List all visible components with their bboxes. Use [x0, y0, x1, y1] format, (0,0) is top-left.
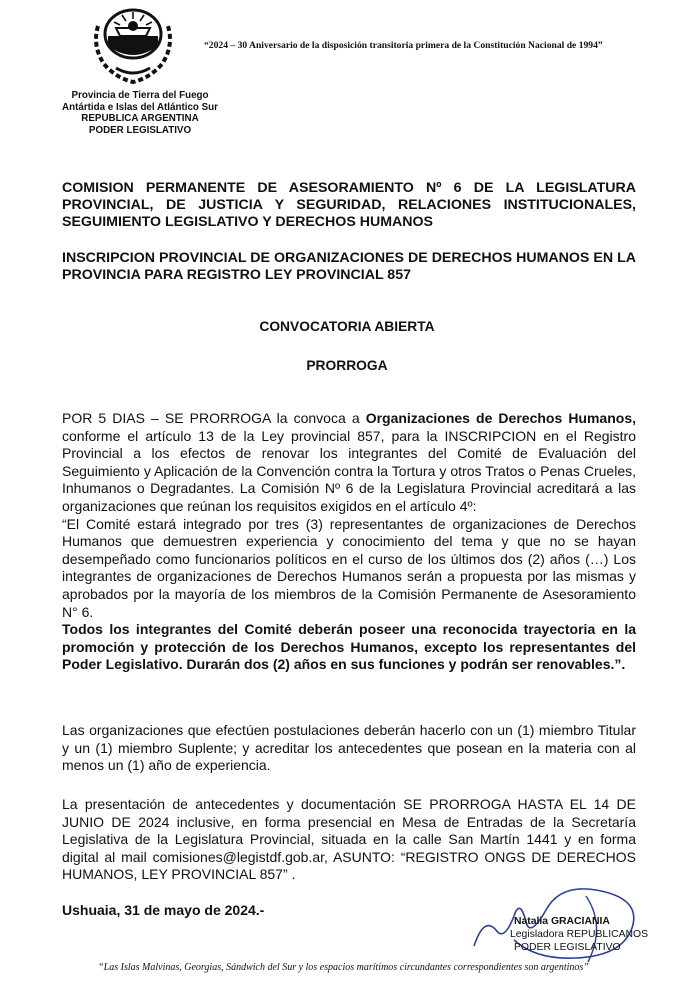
- institution-block: [56, 90, 224, 136]
- institution-line-branch: PODER LEGISLATIVO: [88, 124, 192, 136]
- signatory-name: Natalia GRACIANIA: [514, 916, 610, 927]
- call-intro: POR 5 DIAS – SE PRORROGA la convoca a: [62, 410, 366, 426]
- institution-line-country: REPUBLICA ARGENTINA: [81, 113, 199, 125]
- call-details: conforme el artículo 13 de la Ley provincial 857, para la INSCRIPCION en el Registro Provincial a los efectos de renovar los integrantes del Comité de Evaluación del Seguimiento y Aplicación de la Convención contra la Tortura y otros Tratos o Penas Crueles, Inhumanos o Degradantes. La Comisión Nº 6 de la Legislatura Provincial acreditará a las organizaciones que reúnan los requisitos exigidos en el artículo 4º:: [62, 427, 636, 514]
- article-quote-bold: Todos los integrantes del Comité deberán poseer una reconocida trayectoria en la promoción y protección de los Derechos Humanos, excepto los representantes del Poder Legislativo. Durarán dos (2) años en sus funciones y podrán ser renovables.”.: [62, 621, 636, 673]
- institution-line-province: Provincia de Tierra del Fuego: [71, 90, 209, 101]
- anniversary-line: “2024 – 30 Aniversario de la disposición transitoria primera de la Constitución Nacional de 1994”: [204, 40, 603, 51]
- call-organizations: Organizaciones de Derechos Humanos,: [365, 410, 636, 426]
- prorroga-heading: PRORROGA: [306, 358, 388, 373]
- convocatoria-heading: CONVOCATORIA ABIERTA: [259, 319, 435, 334]
- article-quote: “El Comité estará integrado por tres (3) representantes de organizaciones de Derechos Humanos que demuestren experiencia y conocimiento del tema y que no se hayan desempeñado como funcionarios políticos en el curso de los últimos dos (2) años (…) Los integrantes de organizaciones de Derechos Humanos serán a propuesta por las mismas y aprobados por la mayoría de los miembros de la Comisión Permanente de Asesoramiento N° 6.: [62, 515, 636, 620]
- paragraph-call: [62, 410, 636, 674]
- paragraph-requirements: Las organizaciones que efectúen postulaciones deberán hacerlo con un (1) miembro Titular y un (1) miembro Suplente; y acreditar los antecedentes que posean en la materia con al menos un (1) año de experiencia.: [62, 722, 636, 774]
- commission-title: COMISION PERMANENTE DE ASESORAMIENTO Nº 6 DE LA LEGISLATURA PROVINCIAL, DE JUSTICIA Y SEGURIDAD, RELACIONES INSTITUCIONALES, SEGUIMIENTO LEGISLATIVO Y DERECHOS HUMANOS: [62, 180, 636, 230]
- paragraph-submission: La presentación de antecedentes y documentación SE PRORROGA HASTA EL 14 DE JUNIO DE 2024 inclusive, en forma presencial en Mesa de Entradas de la Secretaría Legislativa de la Legislatura Provincial, situada en la calle San Martín 1441 y en forma digital al mail comisiones@legistdf.gob.ar, ASUNTO: “REGISTRO ONGS DE DERECHOS HUMANOS, LEY PROVINCIAL 857” .: [62, 796, 636, 883]
- registration-title: INSCRIPCION PROVINCIAL DE ORGANIZACIONES DE DERECHOS HUMANOS EN LA PROVINCIA PARA REGISTRO LEY PROVINCIAL 857: [62, 250, 636, 283]
- signatory-organization: PODER LEGISLATIVO: [514, 942, 621, 953]
- footer-motto: “Las Islas Malvinas, Georgias, Sándwich del Sur y los espacios marítimos circundantes correspondientes son argentinos”: [98, 962, 589, 973]
- date-line: Ushuaia, 31 de mayo de 2024.-: [62, 902, 265, 918]
- signatory-role: Legisladora REPUBLICANOS: [510, 929, 649, 940]
- provincial-coat-of-arms-icon: [86, 6, 180, 86]
- institution-line-territory: Antártida e Islas del Atlántico Sur: [62, 101, 218, 113]
